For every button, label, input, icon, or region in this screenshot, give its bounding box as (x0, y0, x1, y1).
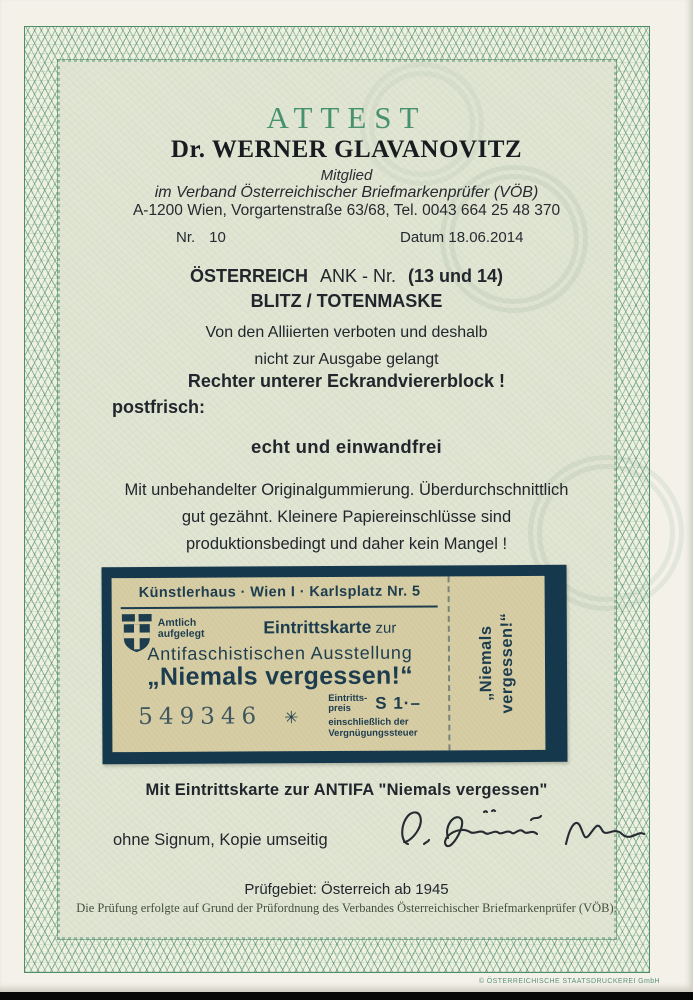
price-label-line-1: Eintritts- (328, 692, 368, 705)
legal-line: Die Prüfung erfolgte auf Grund der Prüfordnung des Verbandes Österreichischer Briefmarkenprüfer (VÖB). (76, 901, 617, 915)
ticket-word-suffix: zur (375, 619, 397, 637)
tax-note (328, 716, 446, 739)
certificate-title: ATTEST (266, 100, 427, 135)
certificate-date: Datum 18.06.2014 (400, 229, 524, 246)
ticket-stub-text (476, 588, 519, 738)
history-line-1: Von den Alliierten verboten und deshalb (205, 324, 488, 341)
expert-notes (0, 477, 693, 558)
address-line: A-1200 Wien, Vorgartenstraße 63/68, Tel. 0043 664 25 48 370 (132, 202, 561, 219)
ticket-word: Eintrittskarte (263, 616, 372, 638)
entry-ticket (112, 576, 546, 752)
stub-line-2: vergessen!“ (497, 612, 517, 714)
price-label-line-2: preis (328, 702, 351, 715)
tax-line-2: Vergnügungssteuer (328, 727, 418, 740)
perforation-line (448, 576, 451, 750)
subject-catalog: ANK - Nr. (319, 266, 396, 286)
number-label: Nr. (176, 229, 196, 246)
membership-line: Mitglied (320, 167, 373, 184)
tax-line-1: einschließlich der (328, 716, 409, 729)
ticket-slogan: „Niemals vergessen!“ (147, 661, 414, 691)
signum-note: ohne Signum, Kopie umseitig (113, 831, 328, 849)
certificate-number (176, 229, 226, 246)
association-line: im Verband Österreichischer Briefmarkenprüfer (VÖB) (154, 184, 539, 201)
number-value: 10 (209, 229, 226, 246)
price-block (328, 693, 446, 739)
condition-label: postfrisch: (112, 397, 206, 417)
ticket-type-line (212, 616, 448, 638)
test-scope-line: Prüfgebiet: Österreich ab 1945 (244, 881, 449, 898)
serial-number: 549346 (138, 703, 263, 731)
price-label (328, 694, 367, 714)
price-value: S 1·– (375, 693, 421, 713)
history-line-2: nicht zur Ausgabe gelangt (254, 351, 439, 368)
state-printer-credit: © ÖSTERREICHISCHE STAATSDRUCKEREI GmbH (478, 978, 660, 985)
certification-claim: Mit Eintrittskarte zur ANTIFA "Niemals vergessen" (145, 781, 548, 799)
note-line: gut gezähnt. Kleinere Papiereinschlüsse sind (181, 508, 512, 526)
item-description: Rechter unterer Eckrandviererblock ! (187, 371, 506, 391)
note-line: Mit unbehandelter Originalgummierung. Überdurchschnittlich (124, 481, 569, 499)
ticket-rule (121, 605, 438, 609)
price-row (328, 693, 446, 714)
ticket-venue-line: Künstlerhaus · Wien I · Karlsplatz Nr. 5 (138, 583, 421, 602)
expert-name: Dr. WERNER GLAVANOVITZ (170, 136, 523, 163)
subject-line (0, 266, 693, 287)
note-line: produktionsbedingt und daher kein Mangel ! (185, 535, 508, 553)
dots-ornament-icon: ✳ (284, 708, 299, 728)
subject-country: ÖSTERREICH (189, 266, 308, 286)
subject-catalog-numbers: (13 und 14) (408, 266, 504, 286)
signature-handwriting (388, 798, 646, 875)
verdict-line: echt und einwandfrei (250, 436, 443, 457)
exhibition-line: Antifaschistischen Ausstellung (147, 642, 413, 664)
official-line-1: Amtlich (157, 616, 197, 629)
ticket-mount (101, 565, 567, 764)
subject-name: BLITZ / TOTENMASKE (250, 291, 443, 311)
official-issue-label (158, 618, 205, 640)
official-line-2: aufgelegt (157, 627, 205, 640)
stub-line-1: „Niemals (476, 625, 496, 702)
